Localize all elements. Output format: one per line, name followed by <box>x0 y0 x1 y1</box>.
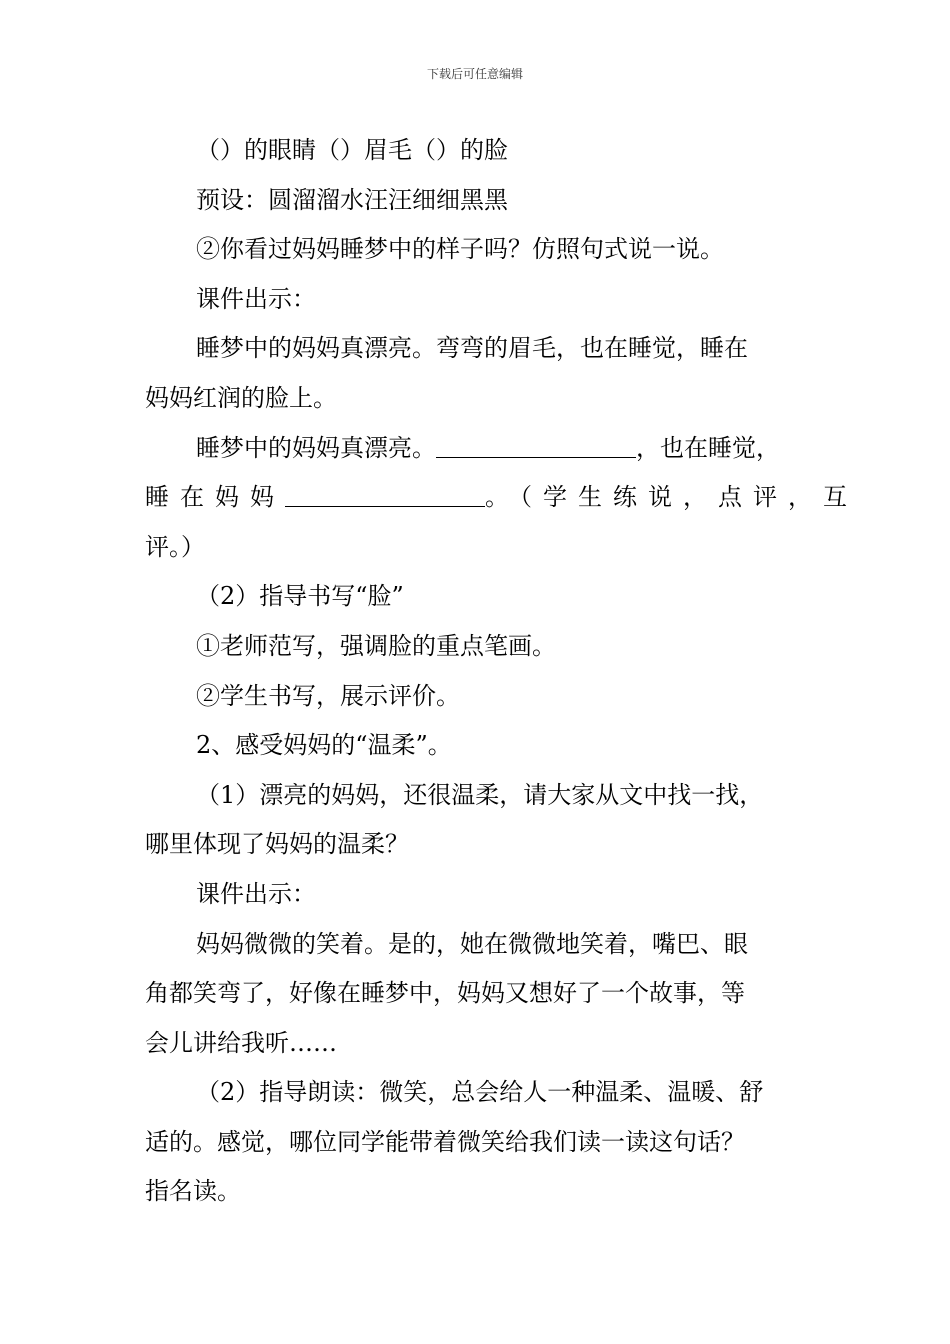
paragraph-line: 睡梦中的妈妈真漂亮。弯弯的眉毛，也在睡觉，睡在 <box>196 334 748 363</box>
paragraph-line: 适的。感觉，哪位同学能带着微笑给我们读一读这句话？ <box>145 1127 745 1156</box>
paragraph-line <box>145 424 825 474</box>
paragraph-line: （1）漂亮的妈妈，还很温柔，请大家从文中找一找， <box>196 780 764 809</box>
paragraph-line: 妈妈红润的脸上。 <box>145 383 337 412</box>
line-text: ，也在睡觉， <box>636 433 780 462</box>
paragraph-line: ②你看过妈妈睡梦中的样子吗？仿照句式说一说。 <box>196 235 724 264</box>
paragraph-line: 评。） <box>145 532 205 561</box>
document-body <box>145 126 858 1217</box>
page-header: 下载后可任意编辑 <box>426 67 523 81</box>
fill-blank <box>285 482 485 507</box>
paragraph-line: 会儿讲给我听…… <box>145 1028 337 1057</box>
paragraph-line: 指名读。 <box>145 1177 241 1206</box>
line-text: 睡梦中的妈妈真漂亮。 <box>196 433 436 462</box>
paragraph-line: 课件出示： <box>196 879 316 908</box>
paragraph-line: 角都笑弯了，好像在睡梦中，妈妈又想好了一个故事，等 <box>145 979 745 1008</box>
line-text: 睡在妈妈 <box>145 483 285 512</box>
paragraph-line: （）的眼睛（）眉毛（）的脸 <box>196 136 508 164</box>
line-text: 。（学生练说，点评，互 <box>485 483 858 512</box>
paragraph-line: ②学生书写，展示评价。 <box>196 681 460 710</box>
fill-blank <box>436 433 636 458</box>
paragraph-line: （2）指导书写“脸” <box>196 582 404 611</box>
paragraph-line: ①老师范写，强调脸的重点笔画。 <box>196 631 556 660</box>
paragraph-line: 2、感受妈妈的“温柔”。 <box>196 731 452 760</box>
paragraph-line: （2）指导朗读：微笑，总会给人一种温柔、温暖、舒 <box>196 1078 764 1107</box>
paragraph-line: 哪里体现了妈妈的温柔？ <box>145 830 409 859</box>
paragraph-line: 课件出示： <box>196 284 316 313</box>
paragraph-line: 预设：圆溜溜水汪汪细细黑黑 <box>196 185 508 214</box>
paragraph-line <box>145 473 858 523</box>
paragraph-line: 妈妈微微的笑着。是的，她在微微地笑着，嘴巴、眼 <box>196 929 748 958</box>
